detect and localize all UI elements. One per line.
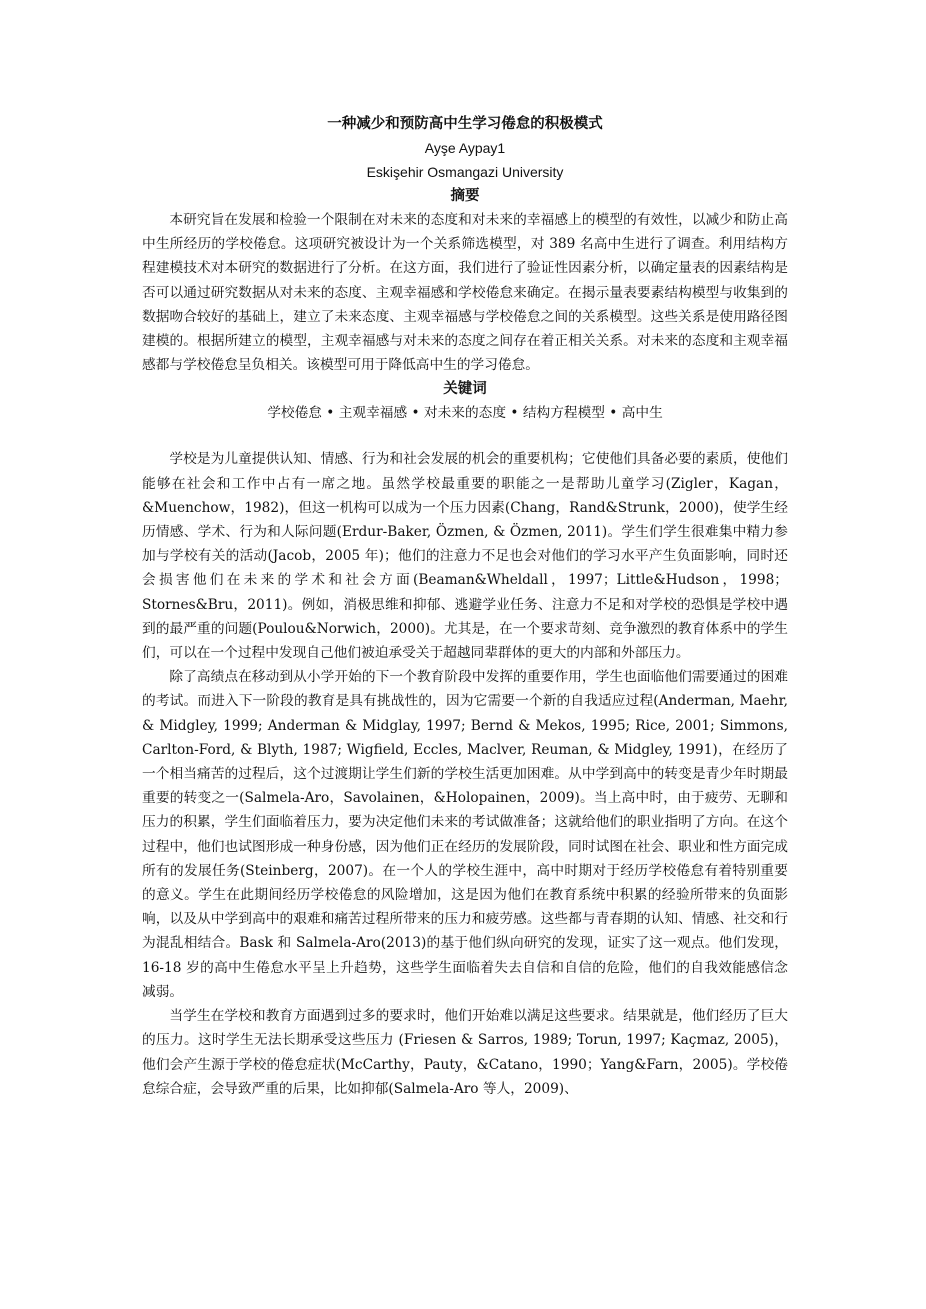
keywords-list: 学校倦怠 • 主观幸福感 • 对未来的态度 • 结构方程模型 • 高中生 xyxy=(267,405,663,422)
body-paragraph: 除了高绩点在移动到从小学开始的下一个教育阶段中发挥的重要作用，学生也面临他们需要通过的困难的考试。而进入下一阶段的教育是具有挑战性的，因为它需要一个新的自我适应过程(Anderman, Maehr, & Midgley, 1999; Anderman & Midglay, 1997; Bernd & Mekos, 1995; Rice, 2001; Simmons, Carlton-Ford, & Blyth, 1987; Wigfield, Eccles, Maclver, Reuman, & Midgley, 1991)，在经历了一个相当痛苦的过程后，这个过渡期让学生们新的学校生活更加困难。从中学到高中的转变是青少年时期最重要的转变之一(Salmela-Aro，Savolainen，&Holopainen，2009)。当上高中时，由于疲劳、无聊和压力的积累，学生们面临着压力，要为决定他们未来的考试做准备；这就给他们的职业指明了方向。在这个过程中，他们也试图形成一种身份感，因为他们正在经历的发展阶段，同时试图在社会、职业和性方面完成所有的发展任务(Steinberg，2007)。在一个人的学校生涯中，高中时期对于经历学校倦怠有着特别重要的意义。学生在此期间经历学校倦怠的风险增加，这是因为他们在教育系统中积累的经验所带来的负面影响，以及从中学到高中的艰难和痛苦过程所带来的压力和疲劳感。这些都与青春期的认知、情感、社交和行为混乱相结合。Bask 和 Salmela-Aro(2013)的基于他们纵向研究的发现，证实了这一观点。他们发现，16-18 岁的高中生倦怠水平呈上升趋势，这些学生面临着失去自信和自信的危险，他们的自我效能感信念减弱。 xyxy=(142,669,788,1000)
paper-content xyxy=(142,112,788,1101)
abstract-heading: 摘要 xyxy=(450,188,480,204)
body-paragraph: 当学生在学校和教育方面遇到过多的要求时，他们开始难以满足这些要求。结果就是，他们经历了巨大的压力。这时学生无法长期承受这些压力 (Friesen & Sarros, 1989; Torun, 1997; Kaçmaz, 2005)，他们会产生源于学校的倦怠症状(McCarthy，Pauty，&Catano，1990；Yang&Farn，2005)。学校倦怠综合症，会导致严重的后果，比如抑郁(Salmela-Aro 等人，2009)、 xyxy=(142,1008,788,1097)
author-name: Ayşe Aypay1 xyxy=(424,140,506,156)
paper-title: 一种减少和预防高中生学习倦怠的积极模式 xyxy=(327,116,603,132)
affiliation: Eskişehir Osmangazi University xyxy=(366,164,564,180)
body-paragraph: 学校是为儿童提供认知、情感、行为和社会发展的机会的重要机构；它使他们具备必要的素质，使他们能够在社会和工作中占有一席之地。虽然学校最重要的职能之一是帮助儿童学习(Zigler，Kagan，&Muenchow，1982)，但这一机构可以成为一个压力因素(Chang，Rand&Strunk，2000)，使学生经历情感、学术、行为和人际问题(Erdur-Baker, Özmen, & Özmen, 2011)。学生们学生很难集中精力参加与学校有关的活动(Jacob，2005 年)；他们的注意力不足也会对他们的学习水平产生负面影响，同时还会损害他们在未来的学术和社会方面(Beaman&Wheldall，1997；Little&Hudson，1998；Stornes&Bru，2011)。例如，消极思维和抑郁、逃避学业任务、注意力不足和对学校的恐惧是学校中遇到的最严重的问题(Poulou&Norwich，2000)。尤其是，在一个要求苛刻、竞争激烈的教育体系中的学生们，可以在一个过程中发现自己他们被迫承受关于超越同辈群体的更大的内部和外部压力。 xyxy=(142,451,788,662)
abstract-text: 本研究旨在发展和检验一个限制在对未来的态度和对未来的幸福感上的模型的有效性，以减少和防止高中生所经历的学校倦怠。这项研究被设计为一个关系筛选模型，对 389 名高中生进行了调查。利用结构方程建模技术对本研究的数据进行了分析。在这方面，我们进行了验证性因素分析，以确定量表的因素结构是否可以通过研究数据从对未来的态度、主观幸福感和学校倦怠来确定。在揭示量表要素结构模型与收集到的数据吻合较好的基础上，建立了未来态度、主观幸福感与学校倦怠之间的关系模型。这些关系是使用路径图建模的。根据所建立的模型，主观幸福感与对未来的态度之间存在着正相关关系。对未来的态度和主观幸福感都与学校倦怠呈负相关。该模型可用于降低高中生的学习倦怠。 xyxy=(142,212,788,374)
keywords-heading: 关键词 xyxy=(443,381,487,398)
section-spacer xyxy=(142,425,788,447)
